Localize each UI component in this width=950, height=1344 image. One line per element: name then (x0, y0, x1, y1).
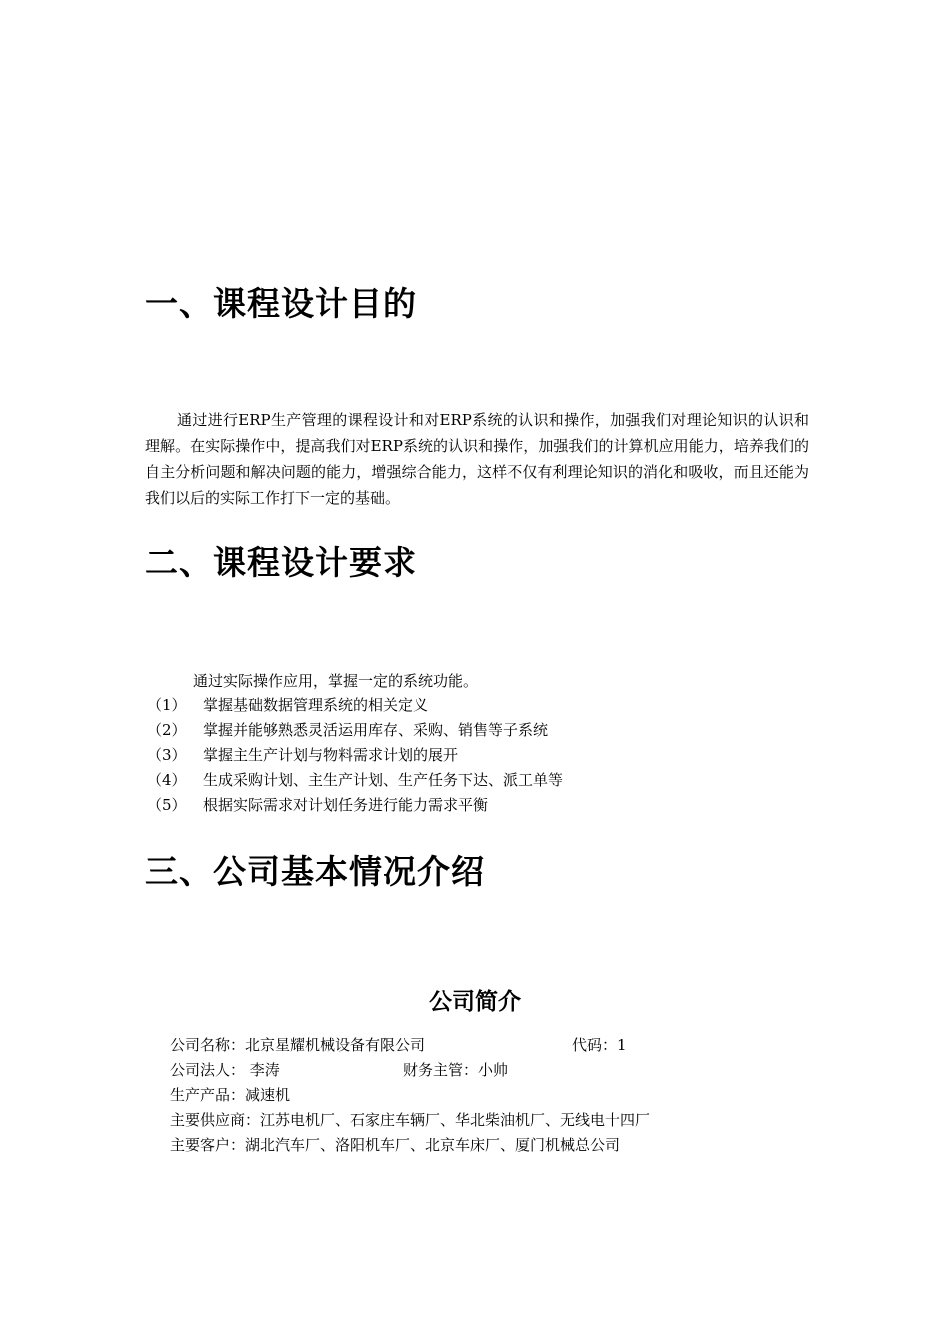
section-heading-company: 三、公司基本情况介绍 (145, 852, 485, 891)
company-legal-rep: 公司法人： 李涛 (170, 1061, 280, 1079)
requirement-number: （2） (147, 721, 187, 739)
requirements-intro: 通过实际操作应用，掌握一定的系统功能。 (193, 672, 479, 690)
company-customers: 主要客户：湖北汽车厂、洛阳机车厂、北京车床厂、厦门机械总公司 (170, 1136, 621, 1154)
requirement-item (147, 718, 548, 742)
section-heading-requirements: 二、课程设计要求 (145, 543, 417, 582)
requirement-number: （3） (147, 746, 187, 764)
company-finance-manager: 财务主管：小帅 (403, 1061, 509, 1079)
requirement-number: （5） (147, 796, 187, 814)
section-heading-purpose: 一、课程设计目的 (145, 284, 417, 323)
requirement-number: （4） (147, 771, 187, 789)
company-suppliers: 主要供应商：江苏电机厂、石家庄车辆厂、华北柴油机厂、无线电十四厂 (170, 1111, 651, 1129)
company-product: 生产产品：减速机 (170, 1086, 291, 1104)
requirement-text: 掌握主生产计划与物料需求计划的展开 (203, 746, 459, 764)
requirement-item (147, 768, 563, 792)
requirement-text: 掌握基础数据管理系统的相关定义 (203, 696, 429, 714)
requirement-item (147, 743, 458, 767)
requirement-number: （1） (147, 696, 187, 714)
requirement-text: 生成采购计划、主生产计划、生产任务下达、派工单等 (203, 771, 564, 789)
requirement-text: 掌握并能够熟悉灵活运用库存、采购、销售等子系统 (203, 721, 549, 739)
purpose-paragraph: 通过进行ERP生产管理的课程设计和对ERP系统的认识和操作，加强我们对理论知识的认识和理解。在实际操作中，提高我们对ERP系统的认识和操作，加强我们的计算机应用能力，培养我们的自主分析问题和解决问题的能力，增强综合能力，这样不仅有利理论知识的消化和吸收，而且还能为我们以后的实际工作打下一定的基础。 (145, 411, 809, 507)
company-profile-title: 公司简介 (429, 989, 521, 1015)
company-name: 公司名称：北京星耀机械设备有限公司 (170, 1036, 426, 1054)
company-name-line (170, 1033, 425, 1057)
company-code: 代码：1 (572, 1036, 627, 1054)
requirement-text: 根据实际需求对计划任务进行能力需求平衡 (203, 796, 489, 814)
requirement-item (147, 793, 488, 817)
requirement-item (147, 693, 428, 717)
